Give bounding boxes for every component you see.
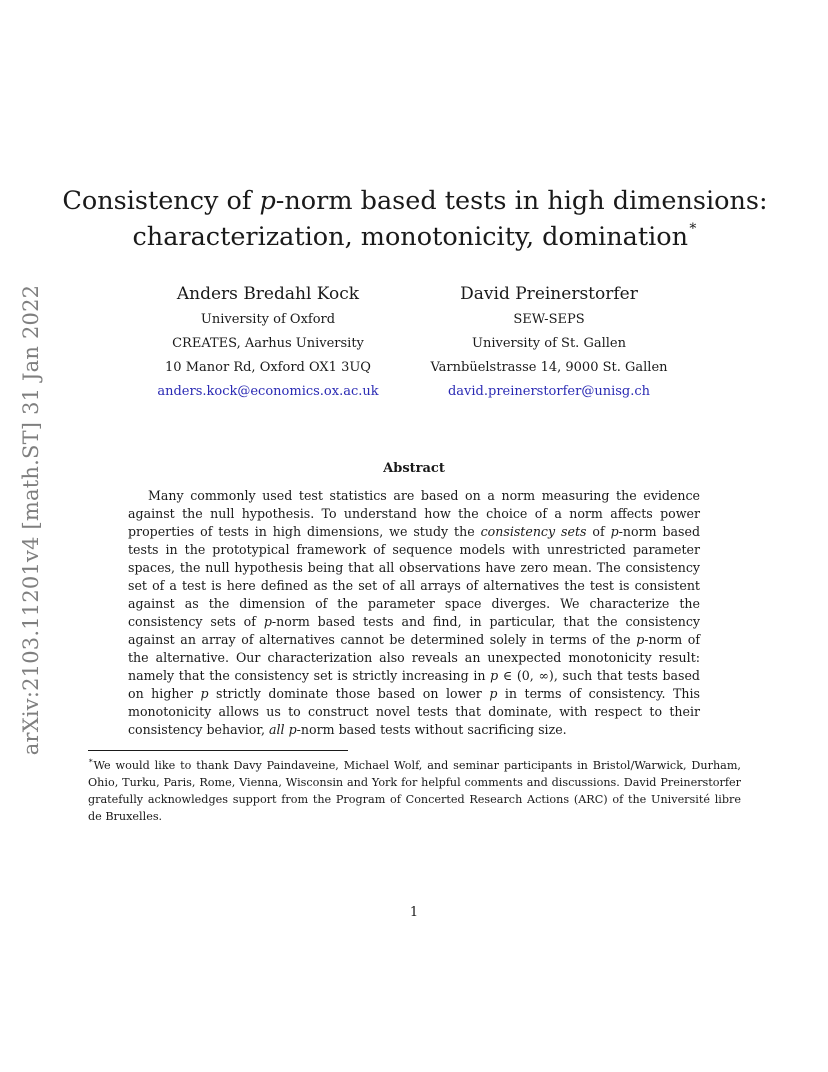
abstract-text: Many commonly used test statistics are based on a norm measuring the evidence against the null hypothesis. To understand how the choice of a norm affects power properties of tests in high dimensions, we study the [128,488,700,539]
abstract-math-p: p [490,668,499,683]
author-name: David Preinerstorfer [460,284,638,304]
author-name: Anders Bredahl Kock [176,284,360,304]
abstract-math-p: p [610,524,619,539]
abstract-text: ∈ (0, ∞), such that tests based on higher [128,668,700,701]
paper-title [60,183,770,255]
title-text-part2: -norm based tests in high dimensions: [275,186,768,216]
abstract-emphasis: all [269,722,285,737]
footnote-mark: ∗ [88,756,94,765]
title-text-line2: characterization, monotonicity, domination [132,222,688,252]
abstract-text: -norm of the alternative. Our characterization also reveals an unexpected monotonicity result: namely that the consistency set is strictly increasing in [128,632,700,683]
footnote [88,757,741,825]
abstract-math-p: p [288,722,297,737]
abstract-text: -norm based tests without sacrificing size. [296,722,567,737]
affiliation-line: SEW-SEPS [513,312,585,327]
arxiv-side-stamp: arXiv:2103.11201v4 [math.ST] 31 Jan 2022 [19,284,43,756]
abstract-text: -norm based tests in the prototypical framework of sequence models with unrestricted parameter spaces, the null hypothesis being that all observations have zero mean. The consistency set of a test is here defined as the set of all arrays of alternatives the test is consistent against as the dimension of the parameter space diverges. We characterize the consistency sets of [128,524,701,629]
affiliation-line: Varnbüelstrasse 14, 9000 St. Gallen [430,360,668,375]
author-block-kock [118,282,418,404]
affiliation-line: University of Oxford [200,312,336,327]
abstract-math-p: p [489,686,498,701]
author-email-link[interactable]: david.preinerstorfer@unisg.ch [447,384,651,399]
abstract-text: strictly dominate those based on lower [208,686,490,701]
abstract-text: of [586,524,611,539]
page-number: 1 [409,905,419,920]
affiliation-line: University of St. Gallen [472,336,626,351]
abstract-math-p: p [263,614,272,629]
abstract-math-p: p [200,686,209,701]
title-footnote-mark[interactable]: ∗ [688,218,698,234]
title-text-part1: Consistency of [62,186,260,216]
abstract-text: in terms of consistency. This monotonicity allows us to construct novel tests that dominate, with respect to their consistency behavior, [128,686,700,737]
author-block-preinerstorfer [399,282,699,404]
abstract-body [128,487,700,739]
abstract-emphasis: consistency sets [480,524,587,539]
abstract-heading: Abstract [383,461,445,476]
footnote-text: We would like to thank Davy Paindaveine, Michael Wolf, and seminar participants in Bristol/Warwick, Durham, Ohio, Turku, Paris, Rome, Vienna, Wisconsin and York for helpful comments and discussions. David Preinerstorfer gratefully acknowledges support from the Program of Concerted Research Actions (ARC) of the Université libre de Bruxelles. [88,759,741,823]
affiliation-line: CREATES, Aarhus University [172,336,364,351]
affiliation-line: 10 Manor Rd, Oxford OX1 3UQ [165,360,371,375]
footnote-divider [88,750,348,751]
abstract-text: -norm based tests and find, in particular, that the consistency against an array of alternatives cannot be determined solely in terms of the [128,614,700,647]
abstract-math-p: p [636,632,645,647]
title-p-symbol: p [259,186,276,216]
author-email-link[interactable]: anders.kock@economics.ox.ac.uk [157,384,379,399]
